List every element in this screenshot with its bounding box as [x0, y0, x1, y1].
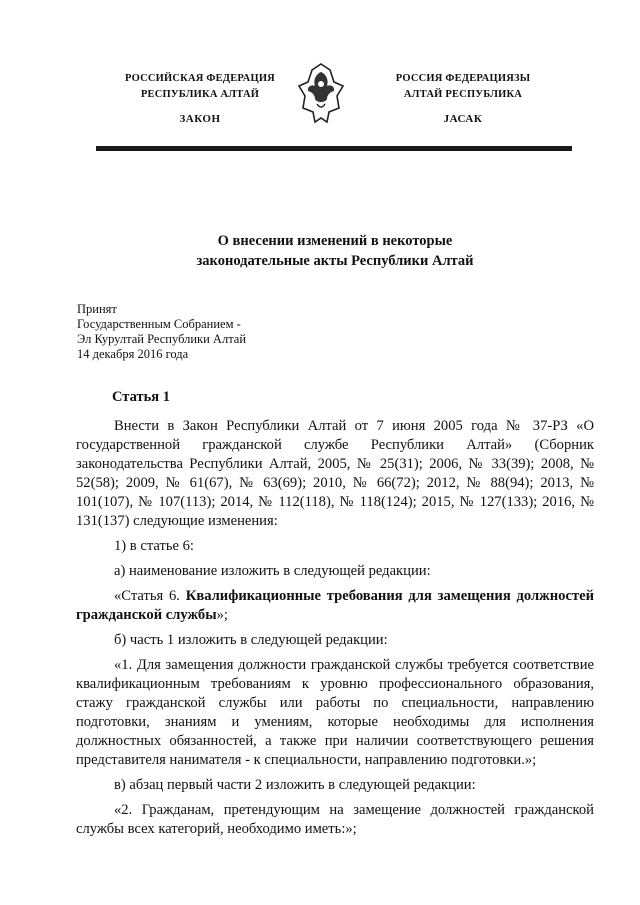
header-divider	[96, 146, 572, 151]
document-body	[76, 388, 594, 845]
quote-bold-title: Квалификационные требования для замещения должностей гражданской службы	[76, 588, 595, 623]
item-1v: в) абзац первый части 2 изложить в следующей редакции:	[114, 777, 476, 793]
header-left-block	[95, 71, 305, 103]
document-title	[80, 231, 590, 271]
document-title-line-2: законодательные акты Республики Алтай	[196, 253, 474, 269]
header-right-line-1: РОССИЯ ФЕДЕРАЦИЯЗЫ	[395, 73, 531, 84]
header-right-block	[358, 71, 568, 103]
adoption-note	[77, 302, 377, 362]
quote-close: »;	[216, 607, 228, 623]
part-1-text: «1. Для замещения должности гражданской службы требуется соответствие квалификационным требованиям к уровню профессионального образования, стажу гражданской службы или работы по специальности, направлению подготовки, знаниям и умениям, которые необходимы для исполнения должностных обязанностей, а также при наличии соответствующего решения представителя нанимателя - к специальности, направлению подготовки.»;	[76, 657, 594, 768]
item-1a: а) наименование изложить в следующей редакции:	[114, 563, 431, 579]
part-2-text: «2. Гражданам, претендующим на замещение должностей гражданской службы всех категорий, необходимо иметь:»;	[76, 802, 594, 837]
document-title-line-1: О внесении изменений в некоторые	[217, 233, 453, 249]
header-left-line-2: РЕСПУБЛИКА АЛТАЙ	[140, 89, 260, 100]
header-right-law: ЈАСАК	[443, 113, 483, 125]
header-left-law: ЗАКОН	[179, 113, 221, 125]
adoption-line-3: Эл Курултай Республики Алтай	[77, 332, 247, 346]
item-1b: б) часть 1 изложить в следующей редакции:	[114, 632, 388, 648]
quote-open: «Статья 6.	[114, 588, 186, 604]
adoption-date: 14 декабря 2016 года	[77, 347, 189, 361]
header-left-line-1: РОССИЙСКАЯ ФЕДЕРАЦИЯ	[125, 73, 275, 84]
item-1: 1) в статье 6:	[114, 538, 194, 554]
article-6-heading-quote	[76, 587, 594, 625]
adoption-line-2: Государственным Собранием -	[77, 317, 241, 331]
adoption-line-1: Принят	[77, 302, 117, 316]
coat-of-arms-icon	[297, 62, 345, 124]
article-title: Статья 1	[112, 389, 170, 405]
header-right-line-2: АЛТАЙ РЕСПУБЛИКА	[403, 89, 523, 100]
article-intro: Внести в Закон Республики Алтай от 7 июня 2005 года № 37-РЗ «О государственной гражданской службе Республики Алтай» (Сборник законодательства Республики Алтай, 2005, № 25(31); 2006, № 33(39); 2008, № 52(58); 2009, № 61(67), № 63(69); 2010, № 66(72); 2012, № 88(94); 2013, № 101(107), № 107(113); 2014, № 112(118), № 118(124); 2015, № 127(133); 2016, № 131(137) следующие изменения:	[76, 418, 594, 529]
